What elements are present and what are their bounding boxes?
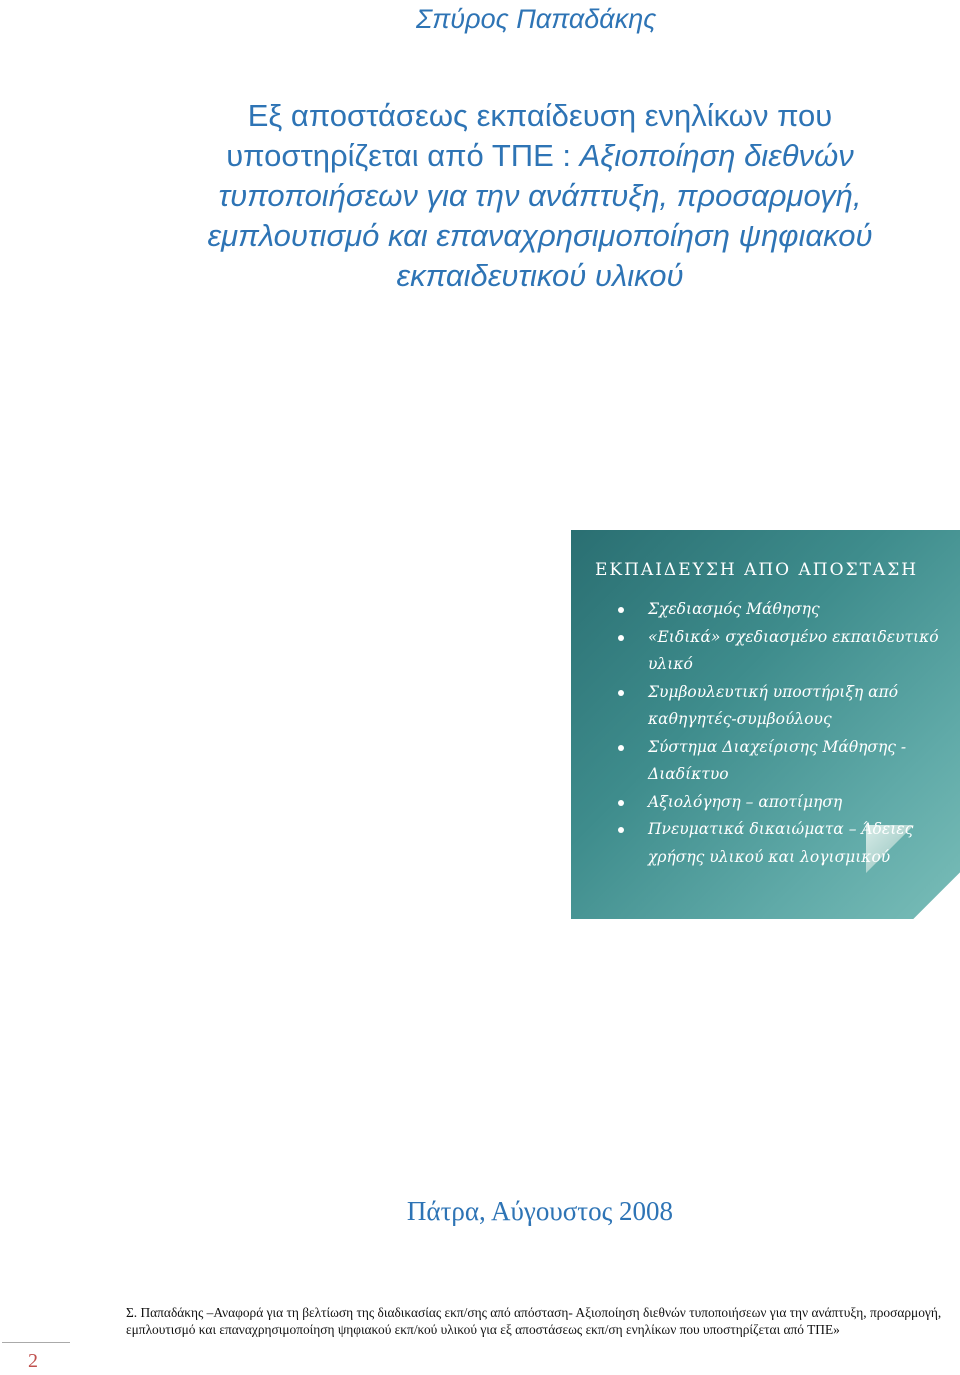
title-line-3: τυποποιήσεων για την ανάπτυξη, προσαρμογή, xyxy=(218,178,862,213)
bullet-icon xyxy=(618,800,624,806)
list-item-text: Αξιολόγηση – αποτίμηση xyxy=(648,792,843,811)
list-item-text: Σύστημα Διαχείρισης Μάθησης - Διαδίκτυο xyxy=(648,737,907,783)
list-item xyxy=(591,734,941,789)
bullet-icon xyxy=(618,827,624,833)
card-heading: ΕΚΠΑΙΔΕΥΣΗ ΑΠΟ ΑΠΟΣΤΑΣΗ xyxy=(595,560,919,580)
list-item xyxy=(591,816,941,871)
bullet-icon xyxy=(618,635,624,641)
card-bullet-list xyxy=(591,596,941,871)
document-title xyxy=(120,96,960,296)
footer-text: Σ. Παπαδάκης –Αναφορά για τη βελτίωση της διαδικασίας εκπ/σης από απόσταση- Αξιοποίηση διεθνών τυποποιήσεων για την ανάπτυξη, προσαρμογή, εμπλουτισμό και επαναχρησιμοποίηση ψηφιακού εκπ/κού υλικού για εξ αποστάσεως εκπ/ση ενηλίκων που υποστηρίζεται από ΤΠΕ» xyxy=(126,1305,942,1337)
title-line-1: Εξ αποστάσεως εκπαίδευση ενηλίκων που xyxy=(247,98,833,133)
page-number: 2 xyxy=(28,1350,38,1372)
list-item-text: Σχεδιασμός Μάθησης xyxy=(648,600,820,618)
footer-divider xyxy=(2,1342,70,1343)
bullet-icon xyxy=(618,690,624,696)
list-item xyxy=(591,679,941,734)
place-and-date: Πάτρα, Αύγουστος 2008 xyxy=(406,1196,674,1226)
title-line-5: εκπαιδευτικού υλικού xyxy=(396,258,684,293)
list-item xyxy=(591,624,941,679)
author-name: Σπύρος Παπαδάκης xyxy=(416,4,657,34)
title-line-4: εμπλουτισμό και επαναχρησιμοποίηση ψηφιακού xyxy=(207,218,873,253)
distance-education-card xyxy=(571,530,960,919)
title-line-2 xyxy=(120,136,960,176)
list-item xyxy=(591,789,941,817)
list-item xyxy=(591,596,941,624)
bullet-icon xyxy=(618,745,624,751)
list-item-text: Πνευματικά δικαιώματα – Άδειες χρήσης υλικού και λογισμικού xyxy=(648,820,914,866)
title-line-2-italic: Αξιοποίηση διεθνών xyxy=(579,138,854,173)
list-item-text: Συμβουλευτική υποστήριξη από καθηγητές-συμβούλους xyxy=(648,682,899,728)
title-line-2-plain: υποστηρίζεται από ΤΠΕ : xyxy=(226,138,580,173)
list-item-text: «Ειδικά» σχεδιασμένο εκπαιδευτικό υλικό xyxy=(648,627,939,673)
bullet-icon xyxy=(618,607,624,613)
